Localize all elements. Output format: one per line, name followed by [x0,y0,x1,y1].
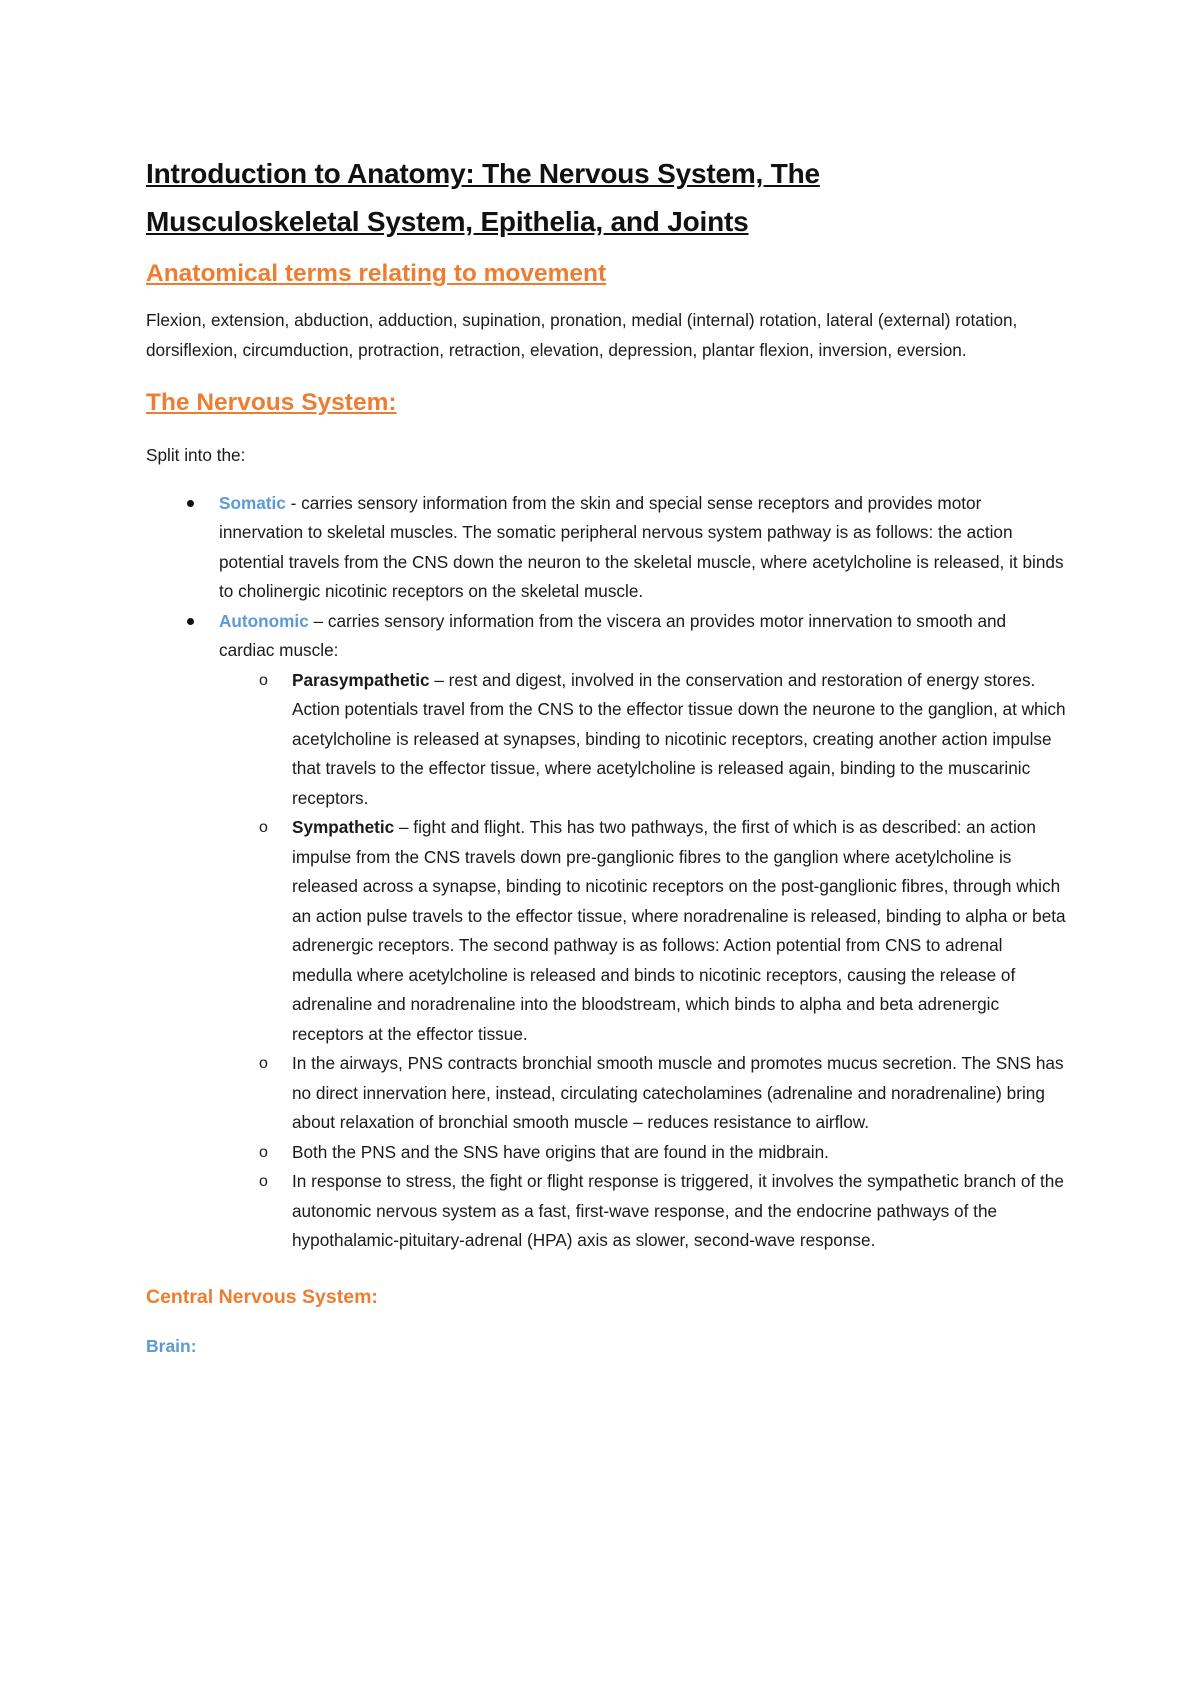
title-line-2: Musculoskeletal System, Epithelia, and Joints [146,206,749,237]
sub-item-sympathetic [219,813,1066,1049]
nervous-divisions-list [146,489,1066,1256]
sub-item-parasympathetic [219,666,1066,814]
autonomic-subitems-list [219,666,1066,1256]
circle-bullet-icon: o [259,1055,268,1072]
circle-bullet-icon: o [259,819,268,836]
airways-text: In the airways, PNS contracts bronchial smooth muscle and promotes mucus secretion. The SNS has no direct innervation here, instead, circulating catecholamines (adrenaline and noradrenaline) bring about relaxation of bronchial smooth muscle – reduces resistance to airflow. [292,1053,1064,1132]
somatic-term: Somatic [219,492,286,513]
document-page [146,150,1066,1358]
bullet-icon [187,618,194,625]
nervous-system-heading: The Nervous System: [146,389,397,416]
somatic-text: - carries sensory information from the skin and special sense receptors and provides motor innervation to skeletal muscles. The somatic peripheral nervous system pathway is as follows: the action potential travels from the CNS down the neuron to the skeletal muscle, where acetylcholine is released, it binds to cholinergic nicotinic receptors on the skeletal muscle. [219,492,1064,601]
circle-bullet-icon: o [259,671,268,689]
circle-bullet-icon: o [259,1143,268,1161]
document-title [146,150,1066,246]
sub-item-airways [219,1049,1066,1138]
brain-heading: Brain: [146,1335,197,1356]
list-item-somatic [146,489,1066,607]
stress-text: In response to stress, the fight or flight response is triggered, it involves the sympathetic branch of the autonomic nervous system as a fast, first-wave response, and the endocrine pathways of the hypothalamic-pituitary-adrenal (HPA) axis as slower, second-wave response. [292,1171,1064,1250]
autonomic-text: – carries sensory information from the viscera an provides motor innervation to smooth and cardiac muscle: [219,610,1007,660]
nervous-intro-text: Split into the: [146,445,246,465]
parasympathetic-term: Parasympathetic [292,669,430,690]
circle-bullet-icon: o [259,1173,268,1190]
bullet-icon [187,500,194,507]
list-item-autonomic [146,607,1066,1256]
autonomic-term: Autonomic [219,610,309,631]
origins-text: Both the PNS and the SNS have origins that are found in the midbrain. [292,1141,829,1162]
sympathetic-text: – fight and flight. This has two pathways, the first of which is as described: an action impulse from the CNS travels down pre-ganglionic fibres to the ganglion where acetylcholine is released across a synapse, binding to nicotinic receptors on the post-ganglionic fibres, through which an action pulse travels to the effector tissue, where noradrenaline is released, binding to alpha or beta adrenergic receptors. The second pathway is as follows: Action potential from CNS to adrenal medulla where acetylcholine is released and binds to nicotinic receptors, causing the release of adrenaline and noradrenaline into the bloodstream, which binds to alpha and beta adrenergic receptors at the effector tissue. [292,817,1066,1044]
title-line-1: Introduction to Anatomy: The Nervous System, The [146,158,820,189]
cns-heading: Central Nervous System: [146,1285,378,1308]
movement-terms-text: Flexion, extension, abduction, adduction, supination, pronation, medial (internal) rotation, lateral (external) rotation, dorsiflexion, circumduction, protraction, retraction, elevation, depression, plantar flexion, inversion, eversion. [146,310,1018,360]
sub-item-origins [219,1138,1066,1168]
sympathetic-term: Sympathetic [292,817,395,837]
movement-heading: Anatomical terms relating to movement [146,260,607,287]
parasympathetic-text: – rest and digest, involved in the conservation and restoration of energy stores. Action potentials travel from the CNS to the effector tissue down the neurone to the ganglion, at which acetylcholine is released at synapses, binding to nicotinic receptors, creating another action impulse that travels to the effector tissue, where acetylcholine is released again, binding to the muscarinic receptors. [292,669,1066,808]
sub-item-stress [219,1167,1066,1256]
